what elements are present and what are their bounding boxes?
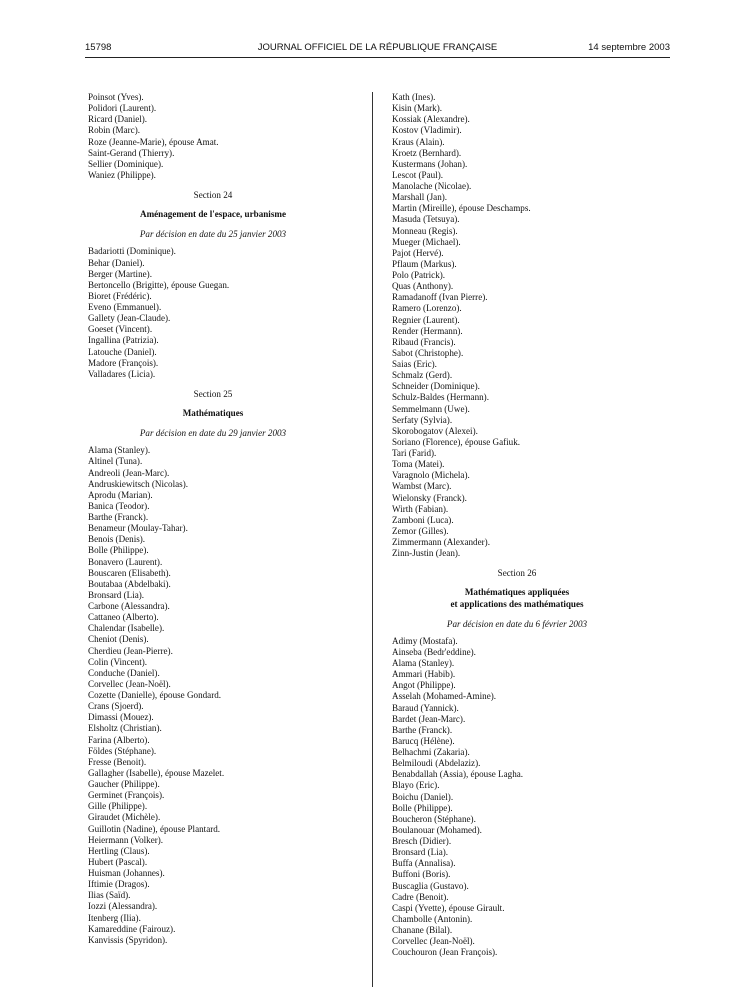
list-item: Germinet (François). xyxy=(88,790,165,801)
list-item: Ribaud (Francis). xyxy=(392,336,456,347)
list-item: Zinn-Justin (Jean). xyxy=(392,548,461,559)
page-number: 15798 xyxy=(85,42,112,53)
decision-line: Par décision en date du 29 janvier 2003 xyxy=(139,428,287,439)
list-item: Regnier (Laurent). xyxy=(392,314,460,325)
list-item: Iozzi (Alessandra). xyxy=(88,901,158,912)
section-26-header xyxy=(392,568,642,630)
list-item: Waniez (Philippe). xyxy=(88,169,156,180)
list-item: Valladares (Licia). xyxy=(88,368,156,379)
list-item: Alama (Stanley). xyxy=(392,658,455,668)
list-item: Gallagher (Isabelle), épouse Mazelet. xyxy=(88,767,225,778)
list-item: Altinel (Tuna). xyxy=(88,456,143,467)
list-item: Bertoncello (Brigitte), épouse Guegan. xyxy=(88,279,230,290)
list-item: Caspi (Yvette), épouse Girault. xyxy=(392,902,505,913)
list-item: Goeset (Vincent). xyxy=(88,324,153,335)
list-item: Mueger (Michael). xyxy=(392,236,461,247)
list-item: Chanane (Bilal). xyxy=(392,925,453,935)
section-title: Mathématiques appliquées xyxy=(464,587,570,598)
list-item: Belmiloudi (Abdelaziz). xyxy=(392,758,481,769)
list-item: Wirth (Fabian). xyxy=(392,503,449,514)
list-item: Guillotin (Nadine), épouse Plantard. xyxy=(88,823,221,834)
list-item: Eveno (Emmanuel). xyxy=(88,302,162,312)
list-item: Wielonsky (Franck). xyxy=(392,492,467,503)
list-item: Behar (Daniel). xyxy=(88,257,145,268)
list-item: Schmalz (Gerd). xyxy=(392,370,453,381)
list-item: Fresse (Benoit). xyxy=(88,756,147,767)
list-item: Cozette (Danielle), épouse Gondard. xyxy=(88,690,222,700)
list-item: Bardet (Jean-Marc). xyxy=(392,713,466,724)
list-item: Schneider (Dominique). xyxy=(392,381,480,392)
list-item: Saias (Eric). xyxy=(392,359,437,369)
list-item: Alama (Stanley). xyxy=(88,445,151,456)
list-item: Benameur (Moulay-Tahar). xyxy=(88,523,188,534)
name-list xyxy=(88,246,338,380)
list-item: Soriano (Florence), épouse Gafiuk. xyxy=(392,436,521,447)
list-item: Kustermans (Johan). xyxy=(392,158,468,169)
list-item: Robin (Marc). xyxy=(88,125,141,136)
list-item: Dimassi (Mouez). xyxy=(88,712,154,723)
list-item: Ramadanoff (Ivan Pierre). xyxy=(392,292,488,303)
list-item: Zemor (Gilles). xyxy=(392,525,449,536)
list-item: Polo (Patrick). xyxy=(392,270,446,280)
list-item: Couchouron (Jean François). xyxy=(392,947,498,958)
name-list xyxy=(88,92,338,181)
list-item: Kroetz (Bernhard). xyxy=(392,147,462,158)
list-item: Barucq (Hélène). xyxy=(392,735,455,746)
list-item: Andreoli (Jean-Marc). xyxy=(88,467,170,478)
list-item: Bonavero (Laurent). xyxy=(88,556,163,567)
list-item: Latouche (Daniel). xyxy=(88,346,157,357)
list-item: Carbone (Alessandra). xyxy=(88,601,170,611)
list-item: Kamareddine (Fairouz). xyxy=(88,923,176,934)
journal-title: JOURNAL OFFICIEL DE LA RÉPUBLIQUE FRANÇAISE xyxy=(257,42,498,53)
list-item: Conduche (Daniel). xyxy=(88,667,160,678)
list-item: Huisman (Johannes). xyxy=(88,868,165,878)
list-item: Földes (Stéphane). xyxy=(88,745,157,756)
list-item: Cadre (Benoit). xyxy=(392,891,449,902)
list-item: Pajot (Hervé). xyxy=(392,247,444,258)
list-item: Benois (Denis). xyxy=(88,534,146,545)
list-item: Semmelmann (Uwe). xyxy=(392,403,470,414)
section-25-header xyxy=(88,389,338,439)
list-item: Itenberg (Ilia). xyxy=(88,912,141,923)
list-item: Gille (Philippe). xyxy=(88,801,148,812)
list-item: Hubert (Pascal). xyxy=(88,856,148,867)
list-item: Kath (Ines). xyxy=(392,92,436,102)
list-item: Buscaglia (Gustavo). xyxy=(392,880,469,891)
list-item: Masuda (Tetsuya). xyxy=(392,214,460,225)
list-item: Gallety (Jean-Claude). xyxy=(88,313,171,324)
list-item: Kraus (Alain). xyxy=(392,136,445,147)
list-item: Heiermann (Volker). xyxy=(88,834,164,845)
section-title: Aménagement de l'espace, urbanisme xyxy=(140,209,286,220)
decision-line: Par décision en date du 6 février 2003 xyxy=(446,618,588,629)
list-item: Marshall (Jan). xyxy=(392,192,448,203)
list-item: Madore (François). xyxy=(88,357,159,368)
list-item: Corvellec (Jean-Noël). xyxy=(392,936,475,947)
left-column xyxy=(88,92,338,946)
list-item: Schulz-Baldes (Hermann). xyxy=(392,392,489,403)
list-item: Pflaum (Markus). xyxy=(392,258,457,269)
list-item: Gaucher (Philippe). xyxy=(88,779,160,789)
list-item: Bioret (Frédéric). xyxy=(88,290,152,301)
section-number: Section 26 xyxy=(497,568,537,579)
list-item: Adimy (Mostafa). xyxy=(392,635,458,646)
list-item: Manolache (Nicolae). xyxy=(392,181,472,191)
section-number: Section 25 xyxy=(193,388,233,399)
list-item: Benabdallah (Assia), épouse Lagha. xyxy=(392,769,524,780)
list-item: Giraudet (Michèle). xyxy=(88,812,161,823)
list-item: Wambst (Marc). xyxy=(392,481,452,492)
list-item: Boichu (Daniel). xyxy=(392,791,454,802)
list-item: Boulanouar (Mohamed). xyxy=(392,824,482,835)
list-item: Sabot (Christophe). xyxy=(392,347,464,358)
decision-line: Par décision en date du 25 janvier 2003 xyxy=(139,229,287,240)
list-item: Boucheron (Stéphane). xyxy=(392,813,476,824)
list-item: Corvellec (Jean-Noël). xyxy=(88,678,171,689)
list-item: Boutabaa (Abdelbaki). xyxy=(88,578,171,589)
list-item: Lescot (Paul). xyxy=(392,169,444,180)
list-item: Buffoni (Boris). xyxy=(392,869,451,880)
list-item: Cherdieu (Jean-Pierre). xyxy=(88,645,173,656)
list-item: Zamboni (Luca). xyxy=(392,514,454,525)
list-item: Martin (Mireille), épouse Deschamps. xyxy=(392,203,531,214)
list-item: Barthe (Franck). xyxy=(392,724,453,735)
name-list xyxy=(392,92,642,559)
list-item: Bouscaren (Elisabeth). xyxy=(88,567,171,578)
list-item: Belhachmi (Zakaria). xyxy=(392,747,470,757)
list-item: Render (Hermann). xyxy=(392,325,463,336)
list-item: Baraud (Yannick). xyxy=(392,702,459,713)
list-item: Ilias (Saïd). xyxy=(88,890,131,901)
list-item: Buffa (Annalisa). xyxy=(392,858,456,869)
list-item: Poinsot (Yves). xyxy=(88,92,144,102)
list-item: Kostov (Vladimir). xyxy=(392,125,462,136)
list-item: Kanvissis (Spyridon). xyxy=(88,934,168,945)
list-item: Banica (Teodor). xyxy=(88,500,150,511)
name-list xyxy=(392,636,642,959)
list-item: Bolle (Philippe). xyxy=(88,545,149,556)
section-number: Section 24 xyxy=(193,190,233,200)
list-item: Tari (Farid). xyxy=(392,448,437,458)
column-divider xyxy=(372,92,373,987)
list-item: Varagnolo (Michela). xyxy=(392,470,470,481)
publication-date: 14 septembre 2003 xyxy=(588,42,670,53)
list-item: Andruskiewitsch (Nicolas). xyxy=(88,478,189,489)
list-item: Farina (Alberto). xyxy=(88,734,150,745)
list-item: Zimmermann (Alexander). xyxy=(392,537,490,547)
list-item: Iftimie (Dragos). xyxy=(88,879,150,890)
section-title: Mathématiques xyxy=(182,408,244,418)
list-item: Monneau (Regis). xyxy=(392,225,458,236)
list-item: Bronsard (Lia). xyxy=(88,589,145,600)
header-rule xyxy=(85,57,670,58)
page-header xyxy=(85,42,670,56)
section-24-header xyxy=(88,190,338,240)
list-item: Colin (Vincent). xyxy=(88,656,148,667)
list-item: Berger (Martine). xyxy=(88,268,152,279)
list-item: Ainseba (Bedr'eddine). xyxy=(392,646,476,657)
list-item: Hertling (Claus). xyxy=(88,845,150,856)
list-item: Polidori (Laurent). xyxy=(88,103,157,114)
list-item: Blayo (Eric). xyxy=(392,780,440,791)
list-item: Chambolle (Antonin). xyxy=(392,913,473,924)
section-title: et applications des mathématiques xyxy=(450,598,584,609)
list-item: Crans (Sjoerd). xyxy=(88,701,144,712)
list-item: Angot (Philippe). xyxy=(392,680,456,691)
list-item: Saint-Gerand (Thierry). xyxy=(88,147,175,158)
list-item: Cheniot (Denis). xyxy=(88,634,149,645)
list-item: Sellier (Dominique). xyxy=(88,158,164,169)
list-item: Bronsard (Lia). xyxy=(392,847,449,858)
list-item: Skorobogatov (Alexei). xyxy=(392,425,478,436)
list-item: Badariotti (Dominique). xyxy=(88,246,176,257)
list-item: Quas (Anthony). xyxy=(392,281,454,292)
list-item: Serfaty (Sylvia). xyxy=(392,414,453,425)
list-item: Ricard (Daniel). xyxy=(88,114,148,125)
name-list xyxy=(88,445,338,946)
list-item: Bresch (Didier). xyxy=(392,836,452,846)
list-item: Cattaneo (Alberto). xyxy=(88,612,159,623)
list-item: Toma (Matei). xyxy=(392,459,445,470)
list-item: Ingallina (Patrizia). xyxy=(88,335,159,346)
list-item: Ammari (Habib). xyxy=(392,669,456,680)
list-item: Roze (Jeanne-Marie), épouse Amat. xyxy=(88,136,219,147)
right-column xyxy=(392,92,642,958)
list-item: Chalendar (Isabelle). xyxy=(88,623,165,634)
list-item: Kisin (Mark). xyxy=(392,103,443,114)
list-item: Bolle (Philippe). xyxy=(392,802,453,813)
list-item: Barthe (Franck). xyxy=(88,512,149,522)
list-item: Asselah (Mohamed-Amine). xyxy=(392,691,497,702)
list-item: Aprodu (Marian). xyxy=(88,489,153,500)
list-item: Ramero (Lorenzo). xyxy=(392,303,462,314)
list-item: Kossiak (Alexandre). xyxy=(392,114,470,125)
list-item: Elsholtz (Christian). xyxy=(88,723,162,734)
